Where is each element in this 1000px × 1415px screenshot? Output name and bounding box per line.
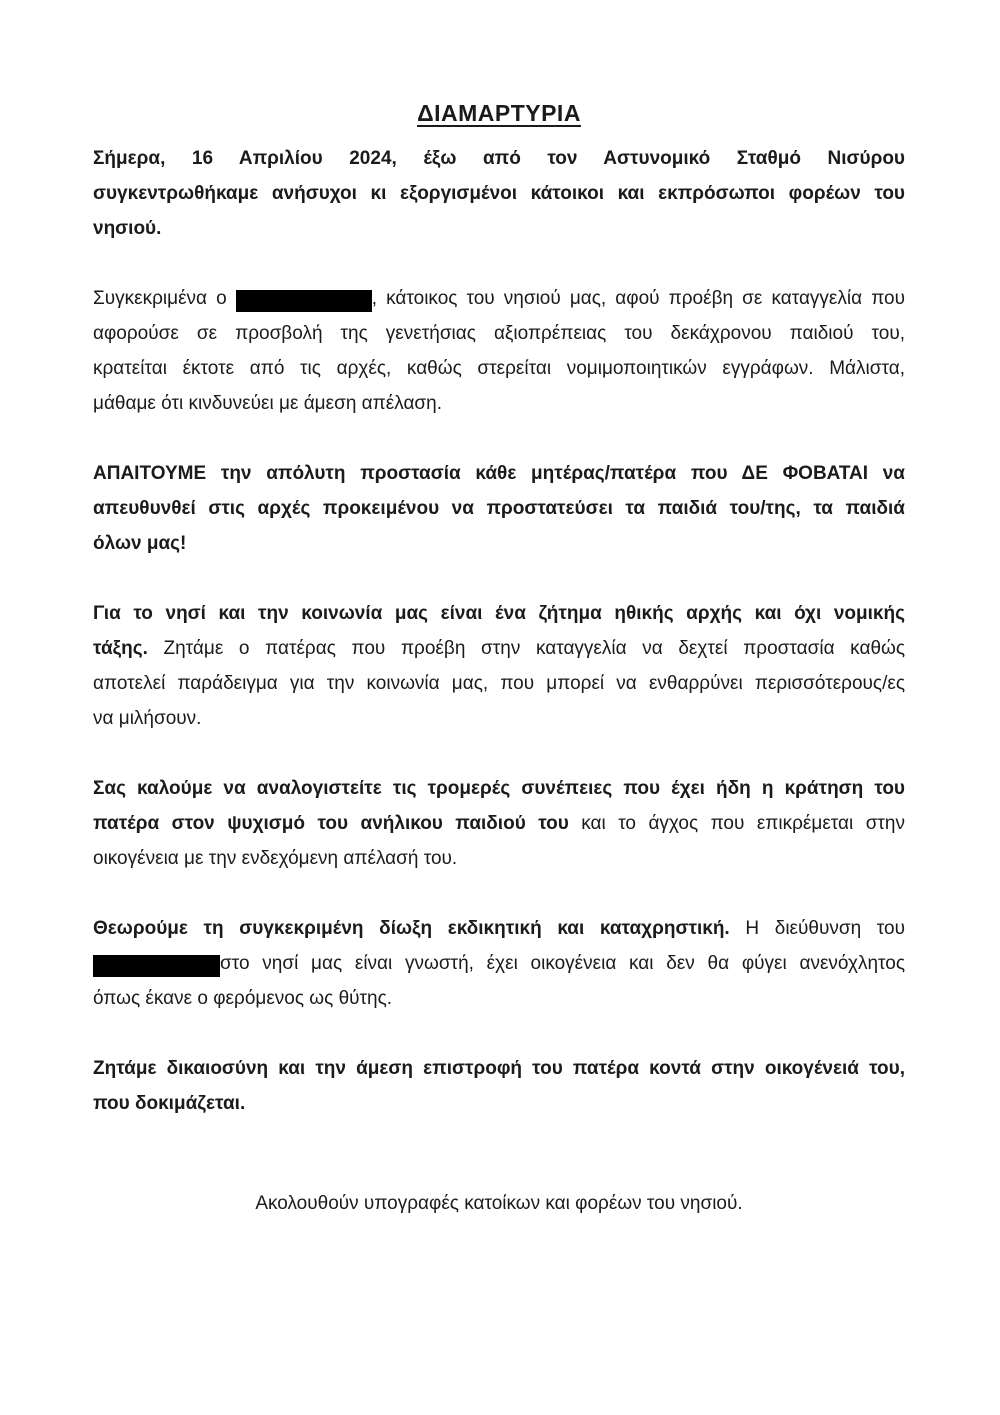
text-run: ΑΠΑΙΤΟΥΜΕ την απόλυτη προστασία κάθε μητέρας/πατέρα που ΔΕ ΦΟΒΑΤΑΙ να <box>93 463 905 484</box>
text-run: Ζητάμε ο πατέρας που προέβη στην καταγγελία να δεχτεί προστασία καθώς <box>147 638 905 659</box>
paragraphs <box>93 141 905 1121</box>
text-run: απευθυνθεί στις αρχές προκειμένου να προστατεύσει τα παιδιά του/της, τα παιδιά <box>93 498 905 519</box>
text-run: νησιού. <box>93 218 162 239</box>
text-run: που δοκιμάζεται. <box>93 1093 246 1114</box>
text-run: και το άγχος που επικρέμεται στην <box>568 813 905 834</box>
text-run: οικογένεια με την ενδεχόμενη απέλασή του. <box>93 848 458 869</box>
text-line <box>93 806 905 841</box>
footer-note: Ακολουθούν υπογραφές κατοίκων και φορέων του νησιού. <box>255 1193 743 1214</box>
paragraph <box>93 771 905 876</box>
paragraph <box>93 456 905 561</box>
text-line <box>93 176 905 211</box>
text-run: πατέρα στον ψυχισμό του ανήλικου παιδιού του <box>93 813 569 834</box>
text-run: όλων μας! <box>93 533 187 554</box>
document-title <box>93 96 905 131</box>
text-line <box>93 491 905 526</box>
text-line <box>93 841 905 876</box>
text-run: Σήμερα, 16 Απριλίου 2024, έξω από τον Αστυνομικό Σταθμό Νισύρου <box>93 148 905 169</box>
text-run: Θεωρούμε τη συγκεκριμένη δίωξη εκδικητική και καταχρηστική. <box>93 918 730 939</box>
text-run: αποτελεί παράδειγμα για την κοινωνία μας, που μπορεί να ενθαρρύνει περισσότερους/ες <box>93 673 905 694</box>
text-line <box>93 701 905 736</box>
text-run: Συγκεκριμένα ο <box>93 288 236 309</box>
text-line <box>93 386 905 421</box>
text-line <box>93 281 905 316</box>
text-line <box>93 211 905 246</box>
paragraph <box>93 596 905 736</box>
text-line <box>93 981 905 1016</box>
text-line <box>93 456 905 491</box>
text-run: Για το νησί και την κοινωνία μας είναι ένα ζήτημα ηθικής αρχής και όχι νομικής <box>93 603 905 624</box>
text-run: μάθαμε ότι κινδυνεύει με άμεση απέλαση. <box>93 393 443 414</box>
text-run: αφορούσε σε προσβολή της γενετήσιας αξιοπρέπειας του δεκάχρονου παιδιού του, <box>93 323 905 344</box>
text-line <box>93 666 905 701</box>
paragraph <box>93 911 905 1016</box>
text-line <box>93 1051 905 1086</box>
text-line <box>93 911 905 946</box>
text-run: Η διεύθυνση του <box>729 918 905 939</box>
text-line <box>93 946 905 981</box>
text-run: , κάτοικος του νησιού μας, αφού προέβη σε καταγγελία που <box>371 288 905 309</box>
text-run: κρατείται έκτοτε από τις αρχές, καθώς στερείται νομιμοποιητικών εγγράφων. Μάλιστα, <box>93 358 905 379</box>
paragraph <box>93 1051 905 1121</box>
document-title-text: ΔΙΑΜΑΡΤΥΡΙΑ <box>417 100 581 126</box>
text-line <box>93 596 905 631</box>
text-line <box>93 351 905 386</box>
text-run: Ζητάμε δικαιοσύνη και την άμεση επιστροφή του πατέρα κοντά στην οικογένειά του, <box>93 1058 905 1079</box>
redaction-box <box>93 955 220 977</box>
text-line <box>93 771 905 806</box>
text-line <box>93 526 905 561</box>
text-line <box>93 1086 905 1121</box>
text-run: συγκεντρωθήκαμε ανήσυχοι κι εξοργισμένοι κάτοικοι και εκπρόσωποι φορέων του <box>93 183 905 204</box>
text-run: Σας καλούμε να αναλογιστείτε τις τρομερές συνέπειες που έχει ήδη η κράτηση του <box>93 778 905 799</box>
redaction-box <box>236 290 372 312</box>
paragraph <box>93 281 905 421</box>
paragraph <box>93 141 905 246</box>
text-run: τάξης. <box>93 638 148 659</box>
text-run: να μιλήσουν. <box>93 708 202 729</box>
text-run: στο νησί μας είναι γνωστή, έχει οικογένεια και δεν θα φύγει ανενόχλητος <box>220 953 905 974</box>
text-line <box>93 141 905 176</box>
text-line <box>93 631 905 666</box>
text-run: όπως έκανε ο φερόμενος ως θύτης. <box>93 988 393 1009</box>
text-line <box>93 316 905 351</box>
